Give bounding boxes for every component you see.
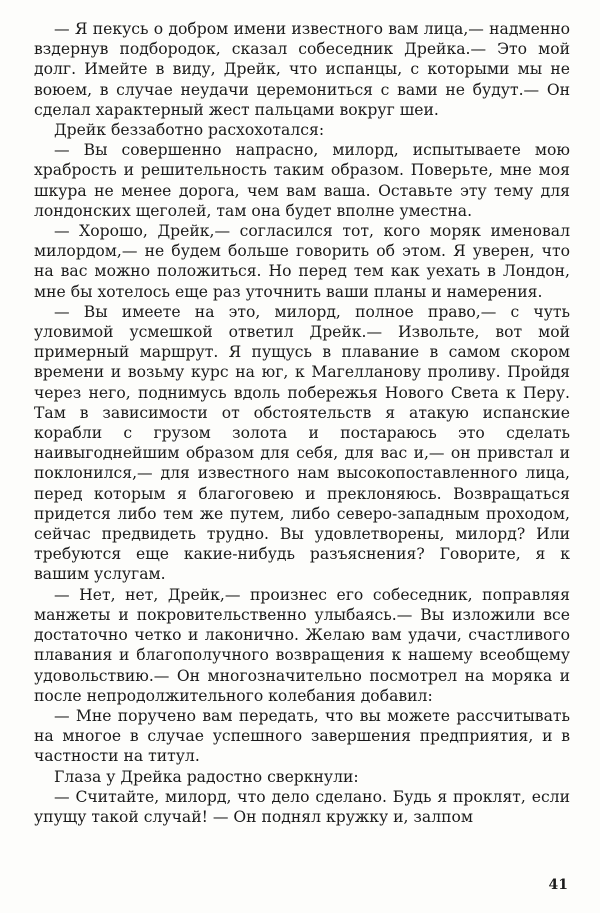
paragraph: — Вы совершенно напрасно, милорд, испытываете мою храбрость и решительность таким образом. Поверьте, мне моя шкура не менее дорога, чем вам ваша. Оставьте эту тему для лондонских щеголей, там она будет вполне уместна. <box>34 141 570 220</box>
paragraph: Дрейк беззаботно расхохотался: <box>54 121 325 140</box>
paragraph: — Мне поручено вам передать, что вы можете рассчитывать на многое в случае успешного завершения предприятия, и в частности на титул. <box>34 706 570 766</box>
paragraph: — Я пекусь о добром имени известного вам лица,— надменно вздернув подбородок, сказал собеседник Дрейка.— Это мой долг. Имейте в виду, Дрейк, что испанцы, с которыми мы не воюем, в случае неудачи церемониться с вами не будут.— Он сделал характерный жест пальцами вокруг шеи. <box>34 20 570 119</box>
body-text <box>34 19 570 827</box>
paragraph: — Нет, нет, Дрейк,— произнес его собеседник, поправляя манжеты и покровительственно улыбаясь.— Вы изложили все достаточно четко и лаконично. Желаю вам удачи, счастливого плавания и благополучного возвращения к нашему всеобщему удовольствию.— Он многозначительно посмотрел на моряка и после непродолжительного колебания добавил: <box>34 585 570 705</box>
paragraph: — Считайте, милорд, что дело сделано. Будь я проклят, если упущу такой случай! — Он поднял кружку и, залпом <box>34 787 570 826</box>
page-number: 41 <box>548 877 568 893</box>
paragraph: Глаза у Дрейка радостно сверкнули: <box>54 767 359 786</box>
paragraph: — Вы имеете на это, милорд, полное право,— с чуть уловимой усмешкой ответил Дрейк.— Извольте, вот мой примерный маршрут. Я пущусь в плавание в самом скором времени и возьму курс на юг, к Магелланову проливу. Пройдя через него, поднимусь вдоль побережья Нового Света к Перу. Там в зависимости от обстоятельств я атакую испанские корабли с грузом золота и постараюсь это сделать наивыгоднейшим образом для себя, для вас и,— он привстал и поклонился,— для известного нам высокопоставленного лица, перед которым я благоговею и преклоняюсь. Возвращаться придется либо тем же путем, либо северо-западным проходом, сейчас предвидеть трудно. Вы удовлетворены, милорд? Или требуются еще какие-нибудь разъяснения? Говорите, я к вашим услугам. <box>34 302 570 584</box>
paragraph: — Хорошо, Дрейк,— согласился тот, кого моряк именовал милордом,— не будем больше говорить об этом. Я уверен, что на вас можно положиться. Но перед тем как уехать в Лондон, мне бы хотелось еще раз уточнить ваши планы и намерения. <box>34 222 570 301</box>
